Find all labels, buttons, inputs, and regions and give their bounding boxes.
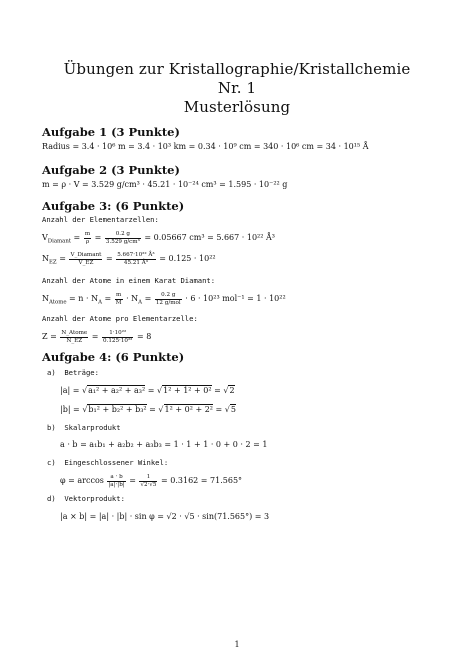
document-title [0,60,474,117]
text-atome-karat: Anzahl der Atome in einem Karat Diamant: [42,276,216,285]
aufgabe-1-heading: Aufgabe 1 (3 Punkte) [42,125,180,139]
equation-vektorprodukt: |a × b| = |a| · |b| · sin φ = √2 · √5 · sin(71.565°) = 3 [60,512,270,521]
equation-n-ez: $N_{EZ}$ = $\frac{\text{V\_Diamant}}{V\_EZ}$ = $\frac{\text{5.667·10²² Å³}}{\text{45.21 Å³}}$ = 0.125 · 10²² [42,252,216,266]
equation-z: Z = $\frac{\text{N\_Atome}}{N\_EZ}$ = $\frac{\text{1·10²²}}{\text{0.125·10²²}}$ = 8 [42,330,152,344]
equation-skalarprodukt: a · b = a₁b₁ + a₂b₂ + a₃b₃ = 1 · 1 + 1 · 0 + 0 · 2 = 1 [60,440,268,449]
equation-betrag-b: |b| = √b₁² + b₂² + b₃² = √1² + 0² + 2² = √5 [60,405,236,414]
aufgabe-1-equation: Radius = 3.4 · 10⁶ m = 3.4 · 10³ km = 0.34 · 10⁹ cm = 340 · 10⁶ cm = 34 · 10¹⁵ Å [42,142,369,151]
page-number: 1 [234,640,240,649]
aufgabe-2-heading: Aufgabe 2 (3 Punkte) [42,163,180,177]
text-elementarzellen: Anzahl der Elementarzellen: [42,215,159,224]
equation-v-diamant: $V_{Diamant}$ = $\frac{m}{\rho}$ = $\frac{0.2 g}{\text{3.529 g/cm³}}$ = 0.05667 cm³ = 5.667 · 10²² Å³ [42,231,275,245]
list-item-d: d) Vektorprodukt: [47,494,125,503]
title-line-3: Musterlösung [183,98,291,116]
list-item-c: c) Eingeschlossener Winkel: [47,458,169,467]
equation-winkel: φ = arccos $\frac{a \cdot b}{|a|\cdot|b|}$ = $\frac{1}{√2\cdot√5}$ = 0.3162 = 71.565° [60,474,243,488]
aufgabe-3-heading: Aufgabe 3: (6 Punkte) [42,199,185,213]
aufgabe-4-heading: Aufgabe 4: (6 Punkte) [42,350,185,364]
title-line-1: Übungen zur Kristallographie/Kristallchemie [63,60,411,78]
equation-betrag-a: |a| = √a₁² + a₂² + a₃² = √1² + 1² + 0² = √2 [60,386,235,395]
text-atome-elementarzelle: Anzahl der Atome pro Elementarzelle: [42,314,198,323]
list-item-a: a) Beträge: [47,368,99,377]
title-line-2: Nr. 1 [217,79,257,97]
aufgabe-2-equation: m = ρ · V = 3.529 g/cm³ · 45.21 · 10⁻²⁴ cm³ = 1.595 · 10⁻²² g [42,180,288,189]
list-item-b: b) Skalarprodukt [47,423,121,432]
equation-n-atome: $N_{Atome} = n \cdot N_A$ = $\frac{m}{M}$ · $N_A$ = $\frac{0.2 g}{\text{12 g/mol}}$ · 6 · 10²³ mol⁻¹ = 1 · 10²² [42,292,286,306]
